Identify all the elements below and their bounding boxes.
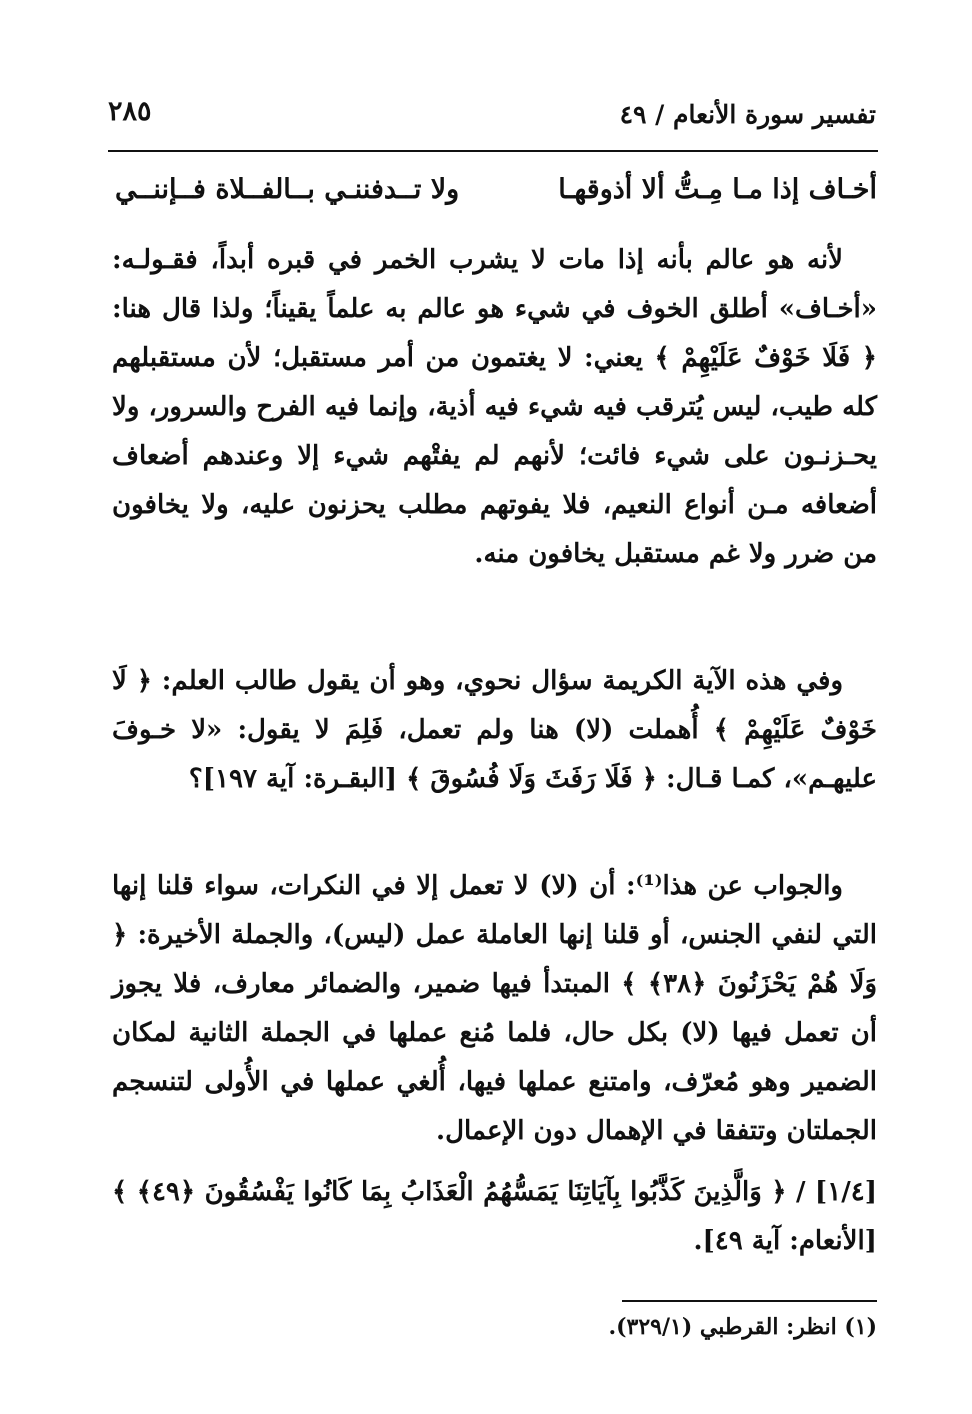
paragraph-1 xyxy=(112,236,877,579)
verse-second-hemistich: ولا تــدفننـي بــالفــلاة فــإننــي xyxy=(115,174,460,205)
poetry-verse xyxy=(115,174,877,222)
paragraph-text: لأنه هو عالم بأنه إذا مات لا يشرب الخمر في قبره أبداً، فقـولـه: «أخـاف» أطلق الخوف في شيء هو عالم به علماً يقيناً؛ ولذا قال هنا: ﴿ فَلَا خَوْفٌ عَلَيْهِمْ ﴾ يعني: لا يغتمون من أمر مستقبل؛ لأن مستقبلهم كله طيب، ليس يُترقب فيه شيء فيه أذية، وإنما فيه الفرح والسرور، ولا يحـزنـون على شيء فائت؛ لأنهم لم يفتْهم شيء إلا وعندهم أضعاف أضعافه مـن أنواع النعيم، فلا يفوتهم مطلب يحزنون عليه، ولا يخافون من ضرر ولا غم مستقبل يخافون منه. xyxy=(112,245,877,569)
chapter-title: تفسير سورة الأنعام / ٤٩ xyxy=(619,100,876,129)
paragraph-3 xyxy=(112,862,877,1156)
running-header xyxy=(108,94,876,146)
paragraph-text: والجواب عن هذا⁽¹⁾: أن (لا) لا تعمل إلا في النكرات، سواء قلنا إنها التي لنفي الجنس، أو قلنا إنها العاملة عمل (ليس)، والجملة الأخيرة: ﴿ وَلَا هُمْ يَحْزَنُونَ ﴿٣٨﴾ ﴾ المبتدأ فيها ضمير، والضمائر معارف، فلا يجوز أن تعمل فيها (لا) بكل حال، فلما مُنع عملها في الجملة الثانية لمكان الضمير وهو مُعرّف، وامتنع عملها فيها، أُلغي عملها في الأُولى لتنسجم الجملتان وتتفقا في الإهمال دون الإعمال. xyxy=(112,871,877,1146)
header-divider xyxy=(108,150,878,152)
footnote: (١) انظر: القرطبي (٣٢٩/١). xyxy=(608,1314,877,1340)
paragraph-2 xyxy=(112,657,877,804)
paragraph-text: وفي هذه الآية الكريمة سؤال نحوي، وهو أن يقول طالب العلم: ﴿ لَا خَوْفٌ عَلَيْهِمْ ﴾ أُهملت (لا) هنا ولم تعمل، فَلِمَ لا يقول: «لا خـوفَ عليهـم»، كمـا قـال: ﴿ فَلَا رَفَثَ وَلَا فُسُوقَ ﴾ [البقـرة: آية ١٩٧]؟ xyxy=(112,666,877,794)
paragraph-4 xyxy=(112,1168,877,1266)
footnote-divider xyxy=(622,1300,877,1302)
page-number: ٢٨٥ xyxy=(108,96,152,127)
verse-first-hemistich: أخـاف إذا مـا مِـتُّ ألا أذوقهـا xyxy=(558,174,877,205)
paragraph-text: [١/٤] / ﴿ وَالَّذِينَ كَذَّبُوا بِآيَاتِنَا يَمَسُّهُمُ الْعَذَابُ بِمَا كَانُوا يَفْسُقُونَ ﴿٤٩﴾ ﴾ [الأنعام: آية ٤٩]. xyxy=(112,1177,877,1256)
